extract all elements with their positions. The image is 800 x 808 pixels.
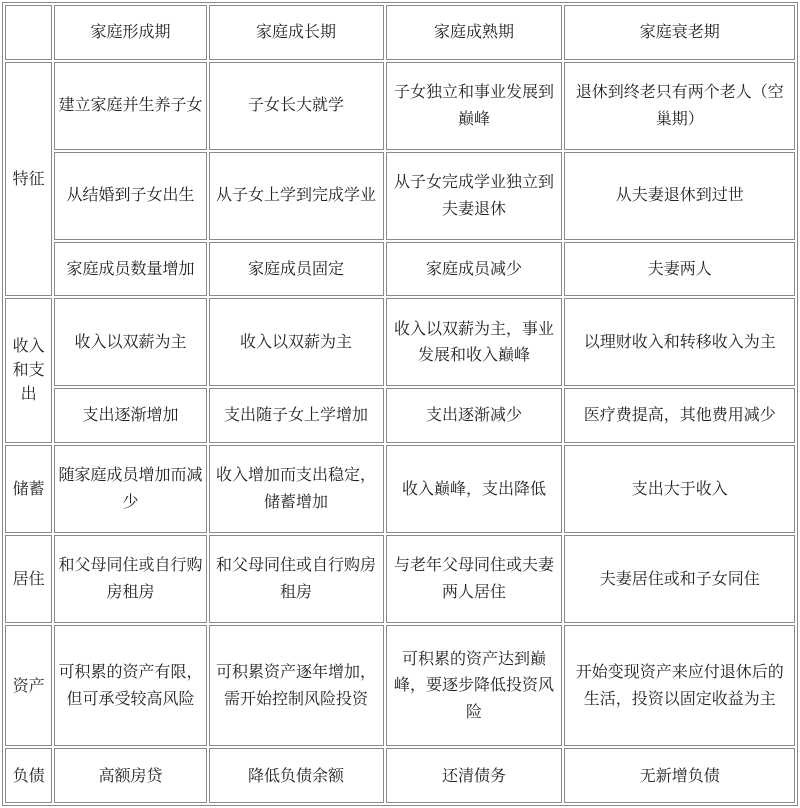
- table-cell: 家庭成员减少: [386, 242, 563, 297]
- table-cell: 子女独立和事业发展到巅峰: [386, 62, 563, 150]
- category-features: 特征: [5, 62, 52, 297]
- family-life-cycle-table: [2, 2, 798, 806]
- category-assets: 资产: [5, 625, 52, 747]
- table-cell: 收入以双薪为主: [54, 298, 206, 386]
- table-cell: 和父母同住或自行购房租房: [209, 535, 384, 623]
- table-row: [5, 748, 795, 803]
- table-cell: 医疗费提高，其他费用减少: [564, 388, 795, 443]
- table-cell: 收入巅峰，支出降低: [386, 445, 563, 533]
- table-cell: 支出逐渐增加: [54, 388, 206, 443]
- category-savings: 储蓄: [5, 445, 52, 533]
- table-row: [5, 535, 795, 623]
- table-row: [5, 388, 795, 443]
- header-formation: 家庭形成期: [54, 5, 206, 60]
- table-cell: 从夫妻退休到过世: [564, 152, 795, 240]
- table-cell: 从子女上学到完成学业: [209, 152, 384, 240]
- table-row: [5, 62, 795, 150]
- table-cell: 收入以双薪为主，事业发展和收入巅峰: [386, 298, 563, 386]
- category-income: 收入和支出: [5, 298, 52, 443]
- table-cell: 和父母同住或自行购房租房: [54, 535, 206, 623]
- table-cell: 降低负债余额: [209, 748, 384, 803]
- table-cell: 支出随子女上学增加: [209, 388, 384, 443]
- table-cell: 夫妻居住或和子女同住: [564, 535, 795, 623]
- table-row: [5, 152, 795, 240]
- table-cell: 随家庭成员增加而减少: [54, 445, 206, 533]
- category-housing: 居住: [5, 535, 52, 623]
- table-cell: 无新增负债: [564, 748, 795, 803]
- table-row: [5, 445, 795, 533]
- header-row: [5, 5, 795, 60]
- table-cell: 支出大于收入: [564, 445, 795, 533]
- table-cell: 可积累的资产达到巅峰，要逐步降低投资风险: [386, 625, 563, 747]
- table-cell: 从结婚到子女出生: [54, 152, 206, 240]
- table-cell: 家庭成员数量增加: [54, 242, 206, 297]
- header-maturity: 家庭成熟期: [386, 5, 563, 60]
- table-cell: 子女长大就学: [209, 62, 384, 150]
- table-cell: 开始变现资产来应付退休后的生活，投资以固定收益为主: [564, 625, 795, 747]
- table-cell: 夫妻两人: [564, 242, 795, 297]
- header-aging: 家庭衰老期: [564, 5, 795, 60]
- table-cell: 支出逐渐减少: [386, 388, 563, 443]
- table-cell: 还清债务: [386, 748, 563, 803]
- table-cell: 退休到终老只有两个老人（空巢期）: [564, 62, 795, 150]
- table-row: [5, 625, 795, 747]
- header-growth: 家庭成长期: [209, 5, 384, 60]
- table-cell: 家庭成员固定: [209, 242, 384, 297]
- table-cell: 可积累资产逐年增加，需开始控制风险投资: [209, 625, 384, 747]
- table-cell: 可积累的资产有限，但可承受较高风险: [54, 625, 206, 747]
- table-row: [5, 242, 795, 297]
- table-cell: 与老年父母同住或夫妻两人居住: [386, 535, 563, 623]
- table-cell: 收入以双薪为主: [209, 298, 384, 386]
- corner-cell: [5, 5, 52, 60]
- table-cell: 从子女完成学业独立到夫妻退休: [386, 152, 563, 240]
- table-cell: 收入增加而支出稳定，储蓄增加: [209, 445, 384, 533]
- table-cell: 高额房贷: [54, 748, 206, 803]
- category-liabilities: 负债: [5, 748, 52, 803]
- table-row: [5, 298, 795, 386]
- table-cell: 建立家庭并生养子女: [54, 62, 206, 150]
- table-cell: 以理财收入和转移收入为主: [564, 298, 795, 386]
